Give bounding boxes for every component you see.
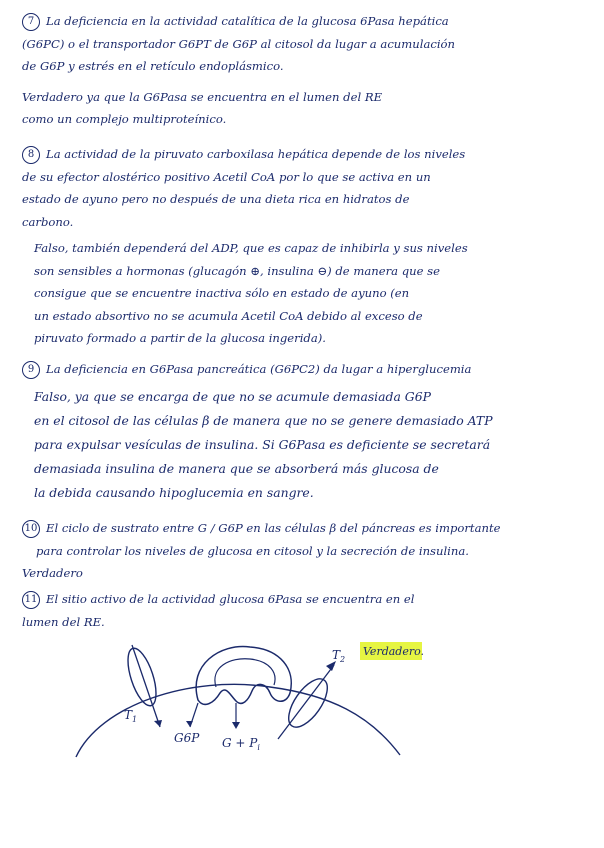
er-membrane-diagram: [70, 635, 430, 765]
t2-label: $T_2$: [332, 648, 346, 664]
t1-label: $T_1$: [124, 708, 138, 724]
transporter-t1-icon: [122, 645, 161, 709]
question-7: [22, 10, 594, 131]
question-9-answer-line-4: demasiada insulina de manera que se absorberá más glucosa de: [34, 460, 439, 476]
transporter-t2-arrow: [278, 665, 334, 739]
g6p-label: G6P: [174, 731, 200, 745]
question-9-answer-line-5: la debida causando hipoglucemia en sangre.: [34, 484, 314, 500]
question-8-statement-line-1: 8 La actividad de la piruvato carboxilasa hepática depende de los niveles: [22, 143, 594, 166]
transporter-t2-arrowhead: [326, 661, 336, 671]
question-7-statement-line-2: (G6PC) o el transportador G6PT de G6P al citosol da lugar a acumulación: [22, 36, 456, 51]
gpi-arrowhead: [232, 722, 240, 729]
question-9-number: 9: [22, 361, 40, 379]
question-9-answer-line-1: Falso, ya que se encarga de que no se acumule demasiada G6P: [34, 388, 431, 404]
question-10-statement-line-1: 10 El ciclo de sustrato entre G / G6P en las células β del páncreas es importante: [22, 517, 594, 540]
question-9-statement-line-1: 9 La deficiencia en G6Pasa pancreática (G6PC2) da lugar a hiperglucemia: [22, 358, 594, 381]
question-8-statement-line-3: estado de ayuno pero no después de una dieta rica en hidratos de: [22, 192, 410, 206]
question-7-number: 7: [22, 13, 40, 31]
question-8-answer-line-2: son sensibles a hormonas (glucagón ⊕, insulina ⊖) de manera que se: [34, 263, 440, 278]
question-11-statement-line-2: lumen del RE.: [22, 614, 105, 629]
question-9-answer-line-2: en el citosol de las células β de manera que no se genere demasiado ATP: [34, 412, 493, 428]
question-8-statement-line-4: carbono.: [22, 214, 74, 229]
question-8-answer-line-4: un estado absortivo no se acumula Acetil CoA debido al exceso de: [34, 308, 423, 323]
question-10-statement-line-2: para controlar los niveles de glucosa en citosol y la secreción de insulina.: [36, 543, 469, 558]
question-7-statement-line-3: de G6P y estrés en el retículo endoplásmico.: [22, 59, 284, 73]
question-8-number: 8: [22, 146, 40, 164]
verdadero-highlight-label: Verdadero.: [363, 645, 425, 658]
question-8-statement-line-2: de su efector alostérico positivo Acetil CoA por lo que se activa en un: [22, 169, 431, 184]
question-7-statement-line-1: 7 La deficiencia en la actividad catalítica de la glucosa 6Pasa hepática: [22, 10, 594, 33]
question-8-answer-line-5: piruvato formado a partir de la glucosa ingerida).: [34, 331, 326, 345]
transporter-t1-arrowhead: [154, 720, 162, 727]
question-7-answer-line-2: como un complejo multiproteínico.: [22, 112, 227, 126]
gpi-label: $G + P_i$: [222, 736, 260, 752]
question-7-answer-line-1: Verdadero ya que la G6Pasa se encuentra en el lumen del RE: [22, 89, 383, 104]
question-11-number: 11: [22, 591, 40, 609]
question-9-answer-line-3: para expulsar vesículas de insulina. Si G6Pasa es deficiente se secretará: [34, 436, 491, 452]
g6p-arrowhead: [186, 721, 193, 727]
question-10-number: 10: [22, 520, 40, 538]
question-8: [22, 143, 594, 350]
question-10: [22, 517, 594, 585]
question-9: [22, 358, 594, 505]
question-11-statement-line-1: 11 El sitio activo de la actividad glucosa 6Pasa se encuentra en el: [22, 588, 594, 611]
question-11: [22, 588, 594, 633]
question-8-answer-line-3: consigue que se encuentre inactiva sólo en estado de ayuno (en: [34, 286, 410, 300]
g6pase-enzyme-icon: [196, 647, 291, 705]
question-10-answer-line-1: Verdadero: [22, 566, 83, 580]
g6pase-inner-icon: [215, 659, 275, 687]
question-8-answer-line-1: Falso, también dependerá del ADP, que es capaz de inhibirla y sus niveles: [34, 241, 468, 255]
